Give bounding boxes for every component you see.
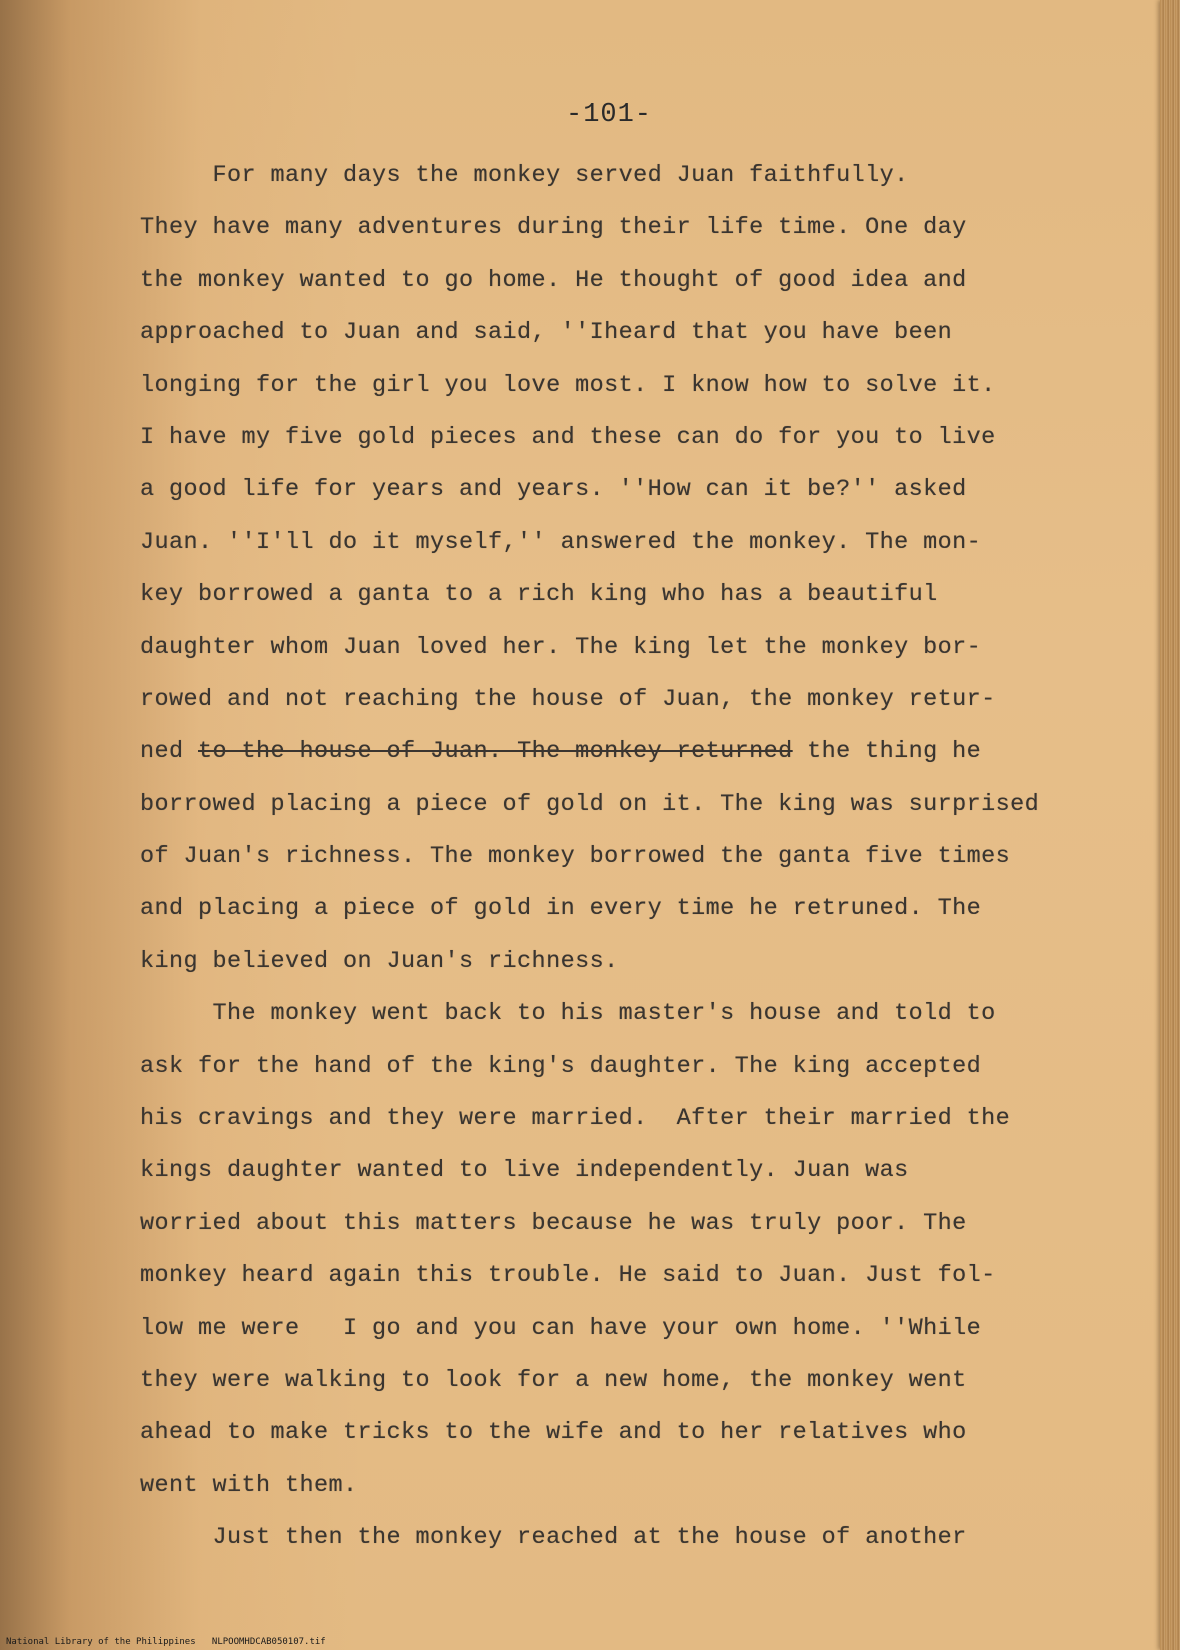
book-page-edge <box>1160 0 1180 1650</box>
text-line: Just then the monkey reached at the house of another <box>140 1524 967 1552</box>
text-line: they were walking to look for a new home, the monkey went <box>140 1366 967 1394</box>
struck-text-line <box>140 726 1100 778</box>
text-line: ask for the hand of the king's daughter. The king accepted <box>140 1052 982 1080</box>
page-number: -101- <box>566 100 653 130</box>
text-line: worried about this matters because he was truly poor. The <box>140 1209 967 1237</box>
text-line: approached to Juan and said, ''Iheard that you have been <box>140 319 953 347</box>
text-line: and placing a piece of gold in every time he retruned. The <box>140 895 982 923</box>
text-line: monkey heard again this trouble. He said to Juan. Just fol- <box>140 1262 996 1290</box>
text-line: longing for the girl you love most. I know how to solve it. <box>140 371 996 399</box>
text-line: low me were I go and you can have your own home. ''While <box>140 1314 982 1342</box>
text-line: rowed and not reaching the house of Juan, the monkey retur- <box>140 685 996 713</box>
text-line: his cravings and they were married. After their married the <box>140 1105 1011 1133</box>
text-line: ahead to make tricks to the wife and to her relatives who <box>140 1419 967 1447</box>
scan-footer <box>6 1637 326 1647</box>
struck-line-start: ned <box>140 738 199 766</box>
typed-body-text <box>140 150 1100 1565</box>
footer-library: National Library of the Philippines <box>6 1637 196 1647</box>
text-line: a good life for years and years. ''How can it be?'' asked <box>140 476 967 504</box>
footer-filename: NLPOOMHDCAB050107.tif <box>211 1637 326 1647</box>
text-line: I have my five gold pieces and these can do for you to live <box>140 423 996 451</box>
text-line: king believed on Juan's richness. <box>140 947 619 975</box>
text-line: Juan. ''I'll do it myself,'' answered the monkey. The mon- <box>140 528 982 556</box>
text-line: went with them. <box>140 1471 358 1499</box>
struck-line-end: the thing he <box>792 738 982 766</box>
text-line: They have many adventures during their life time. One day <box>140 214 967 242</box>
text-line: kings daughter wanted to live independently. Juan was <box>140 1157 909 1185</box>
text-line: daughter whom Juan loved her. The king let the monkey bor- <box>140 633 982 661</box>
text-line: The monkey went back to his master's house and told to <box>140 1000 996 1028</box>
text-line: the monkey wanted to go home. He thought of good idea and <box>140 266 967 294</box>
text-line: key borrowed a ganta to a rich king who has a beautiful <box>140 581 938 609</box>
text-line: For many days the monkey served Juan faithfully. <box>140 162 909 189</box>
strikethrough-text: to the house of Juan. The monkey returned <box>198 738 793 766</box>
text-line: of Juan's richness. The monkey borrowed the ganta five times <box>140 843 1011 871</box>
text-line: borrowed placing a piece of gold on it. The king was surprised <box>140 790 1040 818</box>
